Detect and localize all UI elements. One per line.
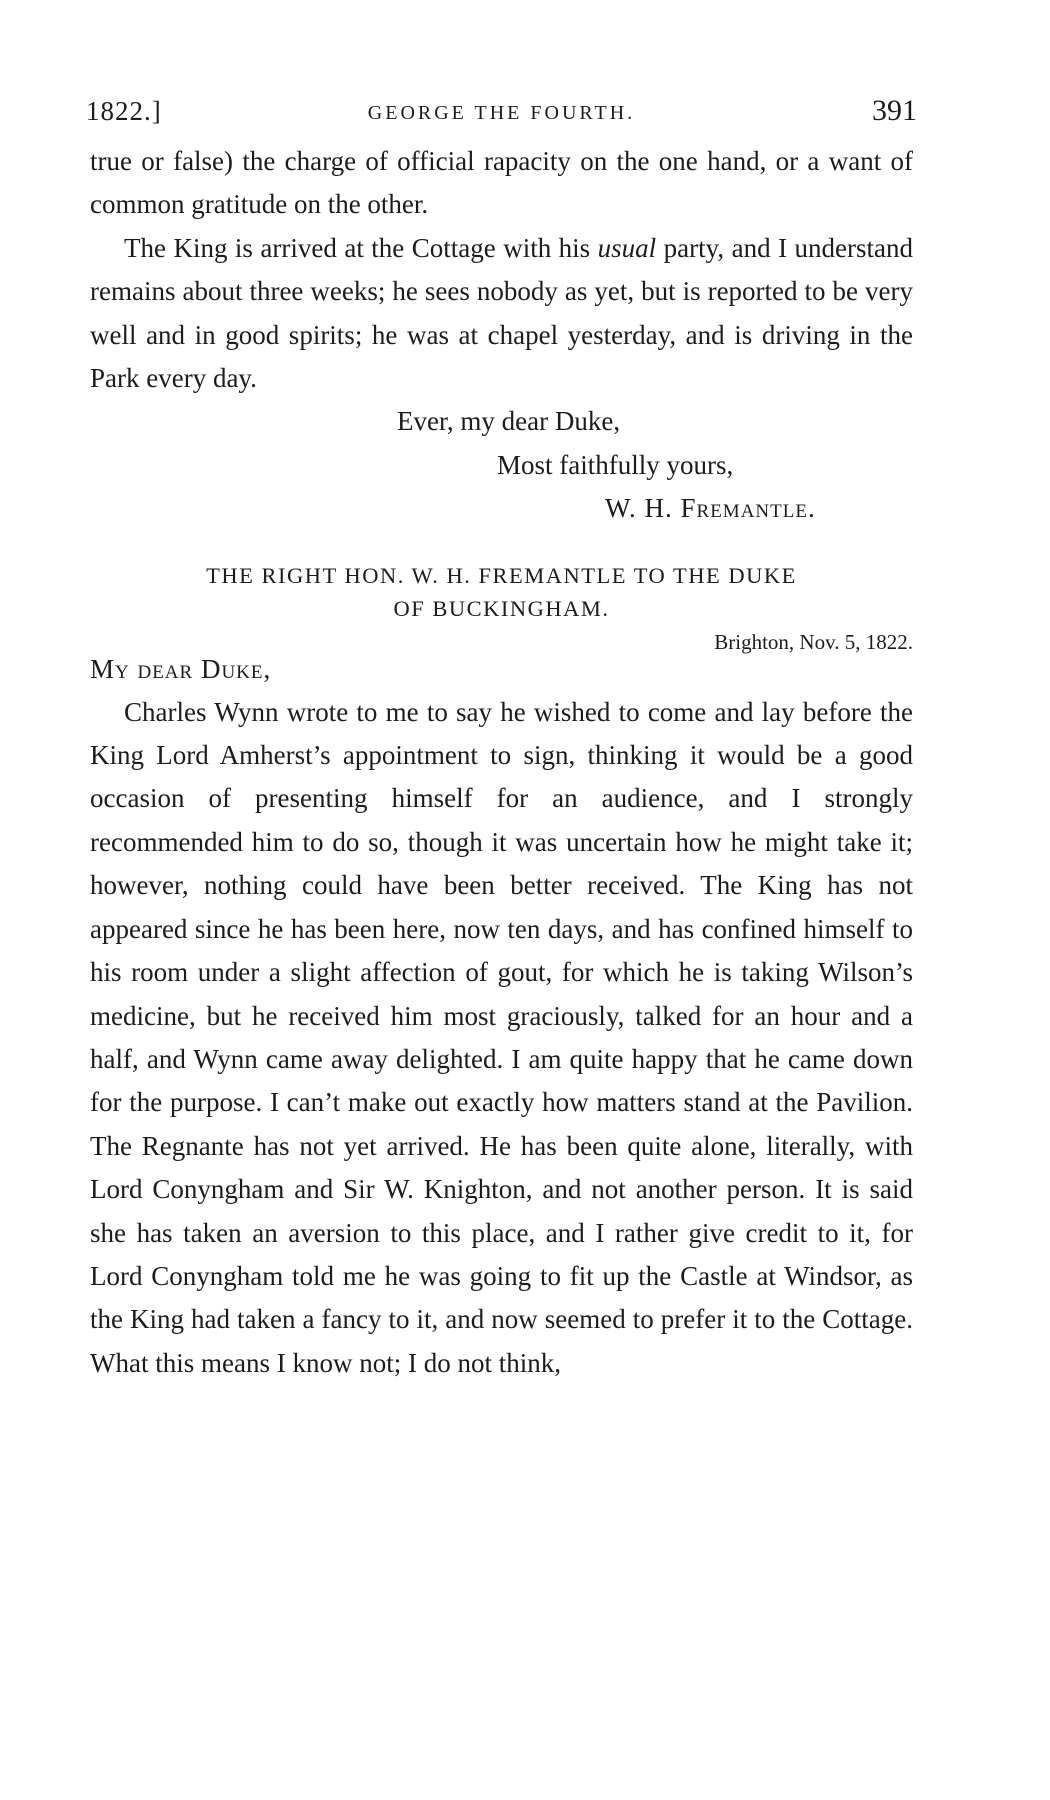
continuation-paragraph: true or false) the charge of official rapacity on the one hand, or a want of common gratitude on the other. [90,146,913,220]
header-title: GEORGE THE FOURTH. [367,102,636,124]
dateline: Brighton, Nov. 5, 1822. [714,629,913,654]
letter-body-paragraph: Charles Wynn wrote to me to say he wished to come and lay before the King Lord Amherst’s appointment to sign, thinking it would be a good occasion of presenting himself for an audience, and I strongly recommended him to do so, though it was uncertain how he might take it; however, nothing could have been better received. The King has not appeared since he has been here, now ten days, and has confined himself to his room under a slight affection of gout, for which he is taking Wilson’s medicine, but he received him most graciously, talked for an hour and a half, and Wynn came away delighted. I am quite happy that he came down for the purpose. I can’t make out exactly how matters stand at the Pavilion. The Regnante has not yet arrived. He has been quite alone, literally, with Lord Conyngham and Sir W. Knighton, and not another person. It is said she has taken an aversion to this place, and I rather give credit to it, for Lord Conyngham told me he was going to fit up the Castle at Windsor, as the King had taken a fancy to it, and now seemed to prefer it to the Cottage. What this means I know not; I do not think, [90,696,913,1378]
book-page [86,92,917,1385]
para2-emphasis: usual [597,232,657,263]
closing-line-2: Most faithfully yours, [497,449,734,480]
running-head [86,92,917,132]
salutation: My dear Duke, [90,653,272,684]
page-body [90,140,913,531]
closing-line-1: Ever, my dear Duke, [397,406,621,437]
page-number: 391 [872,94,917,127]
letter-heading-line-1: THE RIGHT HON. W. H. FREMANTLE TO THE DUKE [206,562,797,588]
letter-heading [90,559,913,625]
king-arrival-paragraph [90,227,913,401]
letter-heading-line-2: OF BUCKINGHAM. [393,595,610,621]
para2-text-after: party, and I understand remains about three weeks; he sees nobody as yet, but is reported to be very well and in good spirits; he was at chapel yesterday, and is driving in the Park every day. [90,232,913,394]
header-year: 1822.] [86,96,162,126]
para2-text-before: The King is arrived at the Cottage with his [124,232,598,263]
signature: W. H. Fremantle. [605,493,816,524]
